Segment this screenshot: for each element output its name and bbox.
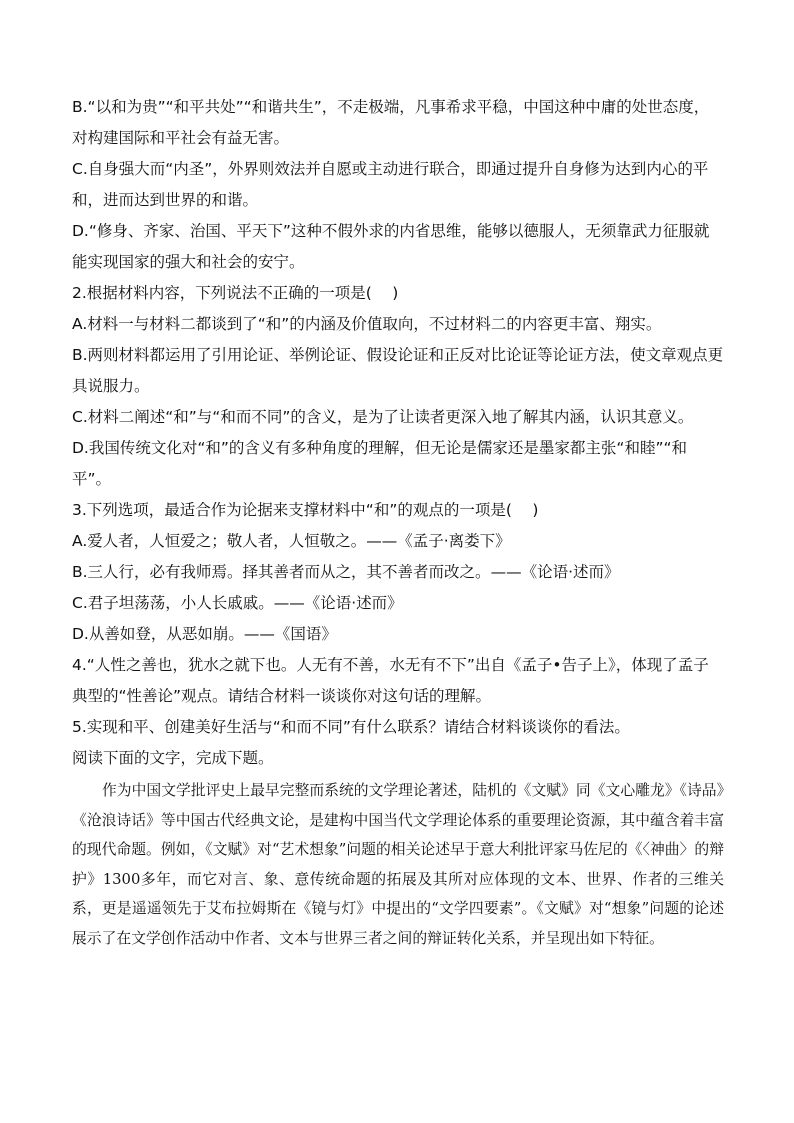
question-5: 5.实现和平、创建美好生活与“和而不同”有什么联系？请结合材料谈谈你的看法。: [72, 718, 630, 736]
option-c-q1: C.自身强大而“内圣”，外界则效法并自愿或主动进行联合，即通过提升自身修为达到内心的平和，进而达到世界的和谐。: [72, 160, 709, 209]
option-b-q2: B.两则材料都运用了引用论证、举例论证、假设论证和正反对比论证等论证方法，使文章观点更具说服力。: [72, 346, 724, 395]
question-4: 4.“人性之善也，犹水之就下也。人无有不善，水无有不下”出自《孟子•告子上》，体现了孟子典型的“性善论”观点。请结合材料一谈谈你对这句话的理解。: [72, 656, 709, 705]
reading-passage: 作为中国文学批评史上最早完整而系统的文学理论著述，陆机的《文赋》同《文心雕龙》《诗品》《沧浪诗话》等中国古代经典文论，是建构中国当代文学理论体系的重要理论资源，其中蕴含着丰富的现代命题。例如，《文赋》对“艺术想象”问题的相关论述早于意大利批评家马佐尼的《〈神曲〉的辩护》1300多年，而它对言、象、意传统命题的拓展及其所对应体现的文本、世界、作者的三维关系，更是遥遥领先于艾布拉姆斯在《镜与灯》中提出的“文学四要素”。《文赋》对“想象”问题的论述展示了在文学创作活动中作者、文本与世界三者之间的辩证转化关系，并呈现出如下特征。: [72, 782, 724, 947]
option-a-q3: A.爱人者，人恒爱之；敬人者，人恒敬之。——《孟子·离娄下》: [72, 532, 511, 550]
option-b-q1: B.“以和为贵”“和平共处”“和谐共生”，不走极端，凡事希求平稳，中国这种中庸的处世态度，对构建国际和平社会有益无害。: [72, 98, 710, 147]
option-c-q2: C.材料二阐述“和”与“和而不同”的含义，是为了让读者更深入地了解其内涵，认识其意义。: [72, 408, 694, 426]
option-d-q1: D.“修身、齐家、治国、平天下”这种不假外求的内省思维，能够以德服人，无须靠武力征服就能实现国家的强大和社会的安宁。: [72, 222, 710, 271]
question-3: 3.下列选项，最适合作为论据来支撑材料中“和”的观点的一项是( ): [72, 501, 539, 519]
document-body: [72, 92, 724, 953]
option-a-q2: A.材料一与材料二都谈到了“和”的内涵及价值取向，不过材料二的内容更丰富、翔实。: [72, 315, 662, 333]
option-d-q3: D.从善如登，从恶如崩。——《国语》: [72, 625, 337, 643]
option-b-q3: B.三人行，必有我师焉。择其善者而从之，其不善者而改之。——《论语·述而》: [72, 563, 620, 581]
reading-instruction: 阅读下面的文字，完成下题。: [72, 749, 274, 767]
option-c-q3: C.君子坦荡荡，小人长戚戚。——《论语·述而》: [72, 594, 403, 612]
option-d-q2: D.我国传统文化对“和”的含义有多种角度的理解，但无论是儒家还是墨家都主张“和睦”“和平”。: [72, 439, 688, 488]
question-2: 2.根据材料内容，下列说法不正确的一项是( ): [72, 284, 399, 302]
